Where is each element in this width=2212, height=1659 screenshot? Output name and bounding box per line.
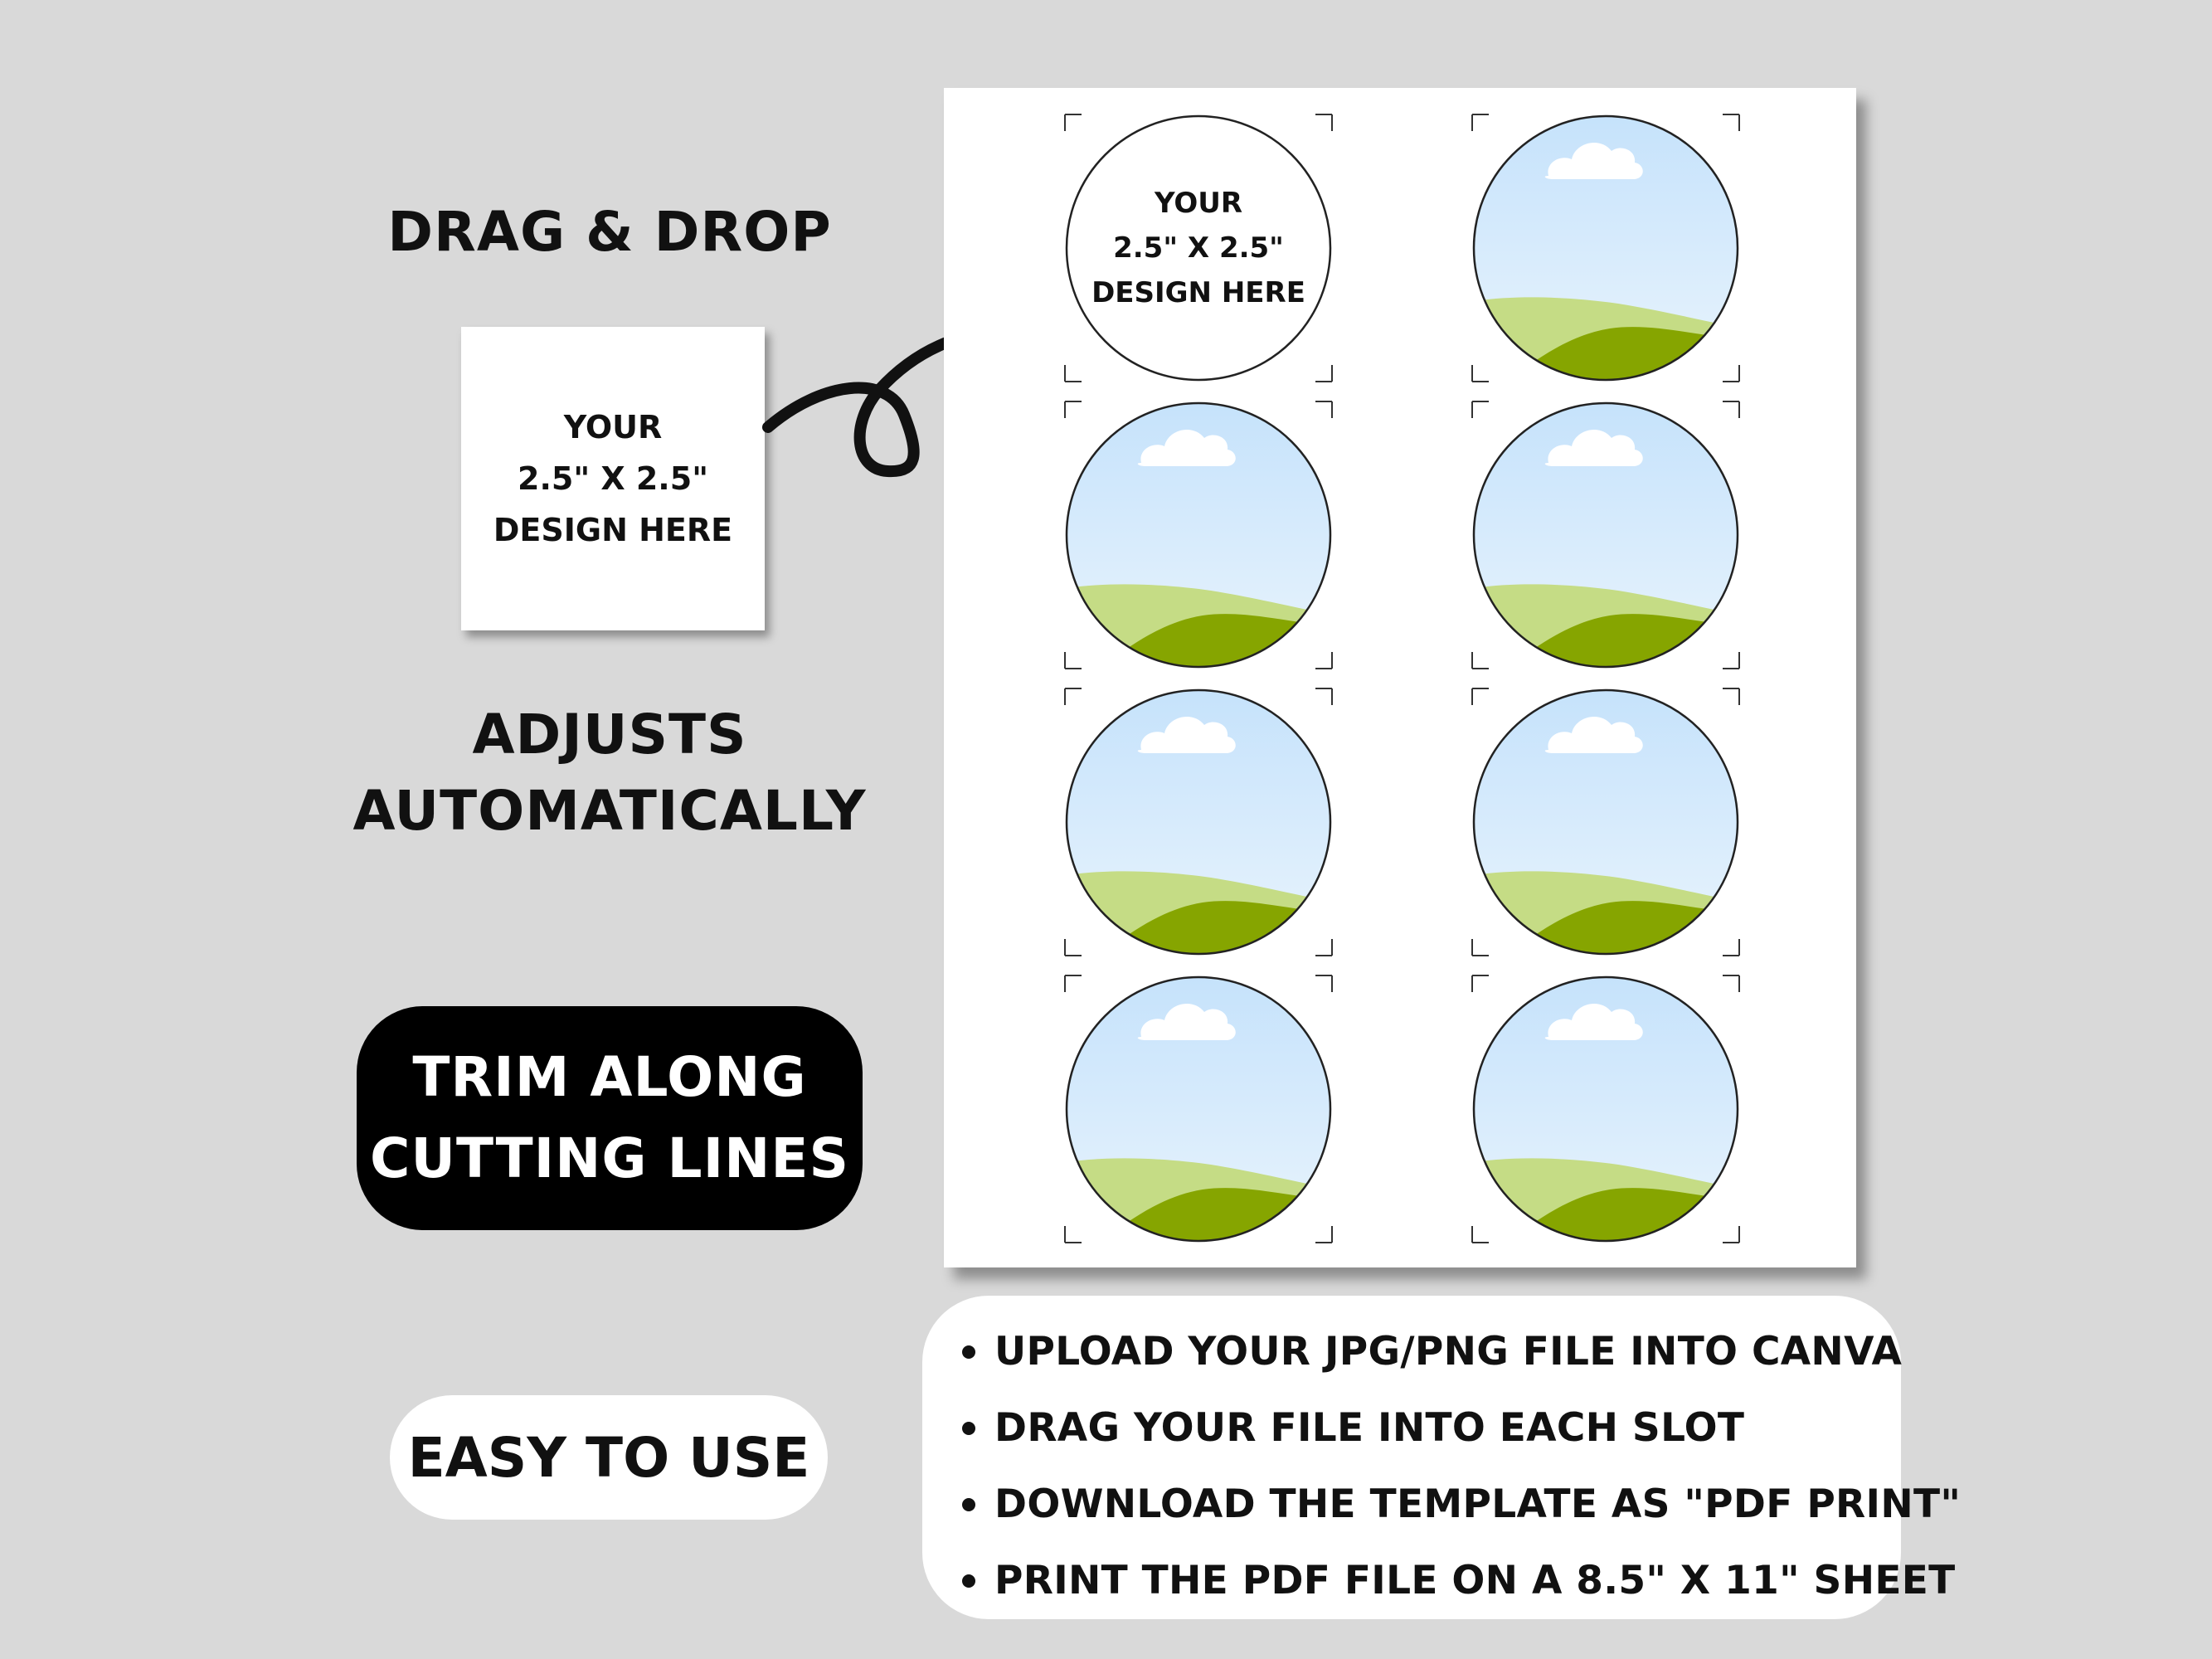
trim-line-2: CUTTING LINES — [370, 1126, 849, 1190]
design-slot[interactable] — [1062, 972, 1335, 1246]
bullet-icon — [962, 1345, 975, 1359]
placeholder-landscape-icon — [1469, 398, 1743, 672]
instructions-box — [922, 1296, 1962, 1619]
placeholder-line-2: 2.5" X 2.5" — [1113, 231, 1284, 265]
step-item — [922, 1314, 1901, 1390]
placeholder-landscape-icon — [1062, 398, 1335, 672]
design-slot-filled[interactable] — [1062, 111, 1335, 385]
step-item — [922, 1467, 1962, 1543]
placeholder-line-3: DESIGN HERE — [1091, 276, 1305, 309]
step-item — [922, 1543, 1956, 1619]
sample-line-2: 2.5" X 2.5" — [518, 460, 708, 497]
easy-to-use-badge — [390, 1395, 828, 1520]
trim-along-cutting-lines-badge — [357, 1006, 863, 1230]
bullet-icon — [962, 1422, 975, 1435]
design-slot[interactable] — [1469, 972, 1743, 1246]
placeholder-landscape-icon — [1062, 685, 1335, 959]
design-slot[interactable] — [1469, 685, 1743, 959]
design-slot[interactable] — [1062, 398, 1335, 672]
placeholder-landscape-icon — [1469, 111, 1743, 385]
bullet-icon — [962, 1574, 975, 1588]
easy-to-use-text: EASY TO USE — [407, 1425, 810, 1490]
adjusts-automatically-heading — [315, 697, 904, 849]
template-sheet — [944, 88, 1856, 1267]
sample-design-text — [493, 401, 732, 556]
placeholder-landscape-icon — [1469, 685, 1743, 959]
sample-line-1: YOUR — [563, 409, 663, 445]
step-text: DRAG YOUR FILE INTO EACH SLOT — [994, 1405, 1745, 1451]
placeholder-line-1: YOUR — [1154, 187, 1243, 220]
drag-drop-text: DRAG & DROP — [387, 200, 832, 264]
design-slot[interactable] — [1469, 398, 1743, 672]
design-slot[interactable] — [1469, 111, 1743, 385]
drag-drop-heading — [332, 199, 887, 265]
placeholder-landscape-icon — [1062, 972, 1335, 1246]
step-text: PRINT THE PDF FILE ON A 8.5" X 11" SHEET — [994, 1558, 1956, 1603]
adjusts-line-1: ADJUSTS — [472, 703, 747, 766]
trim-line-1: TRIM ALONG — [412, 1045, 807, 1109]
design-slot[interactable] — [1062, 685, 1335, 959]
step-item — [922, 1390, 1901, 1467]
step-text: DOWNLOAD THE TEMPLATE AS "PDF PRINT" — [994, 1481, 1962, 1527]
sample-design-card[interactable] — [461, 327, 765, 630]
adjusts-line-2: AUTOMATICALLY — [352, 779, 867, 843]
placeholder-landscape-icon — [1469, 972, 1743, 1246]
step-text: UPLOAD YOUR JPG/PNG FILE INTO CANVA — [994, 1329, 1903, 1374]
bullet-icon — [962, 1498, 975, 1511]
design-here-label — [1062, 111, 1335, 385]
sample-line-3: DESIGN HERE — [493, 512, 733, 548]
